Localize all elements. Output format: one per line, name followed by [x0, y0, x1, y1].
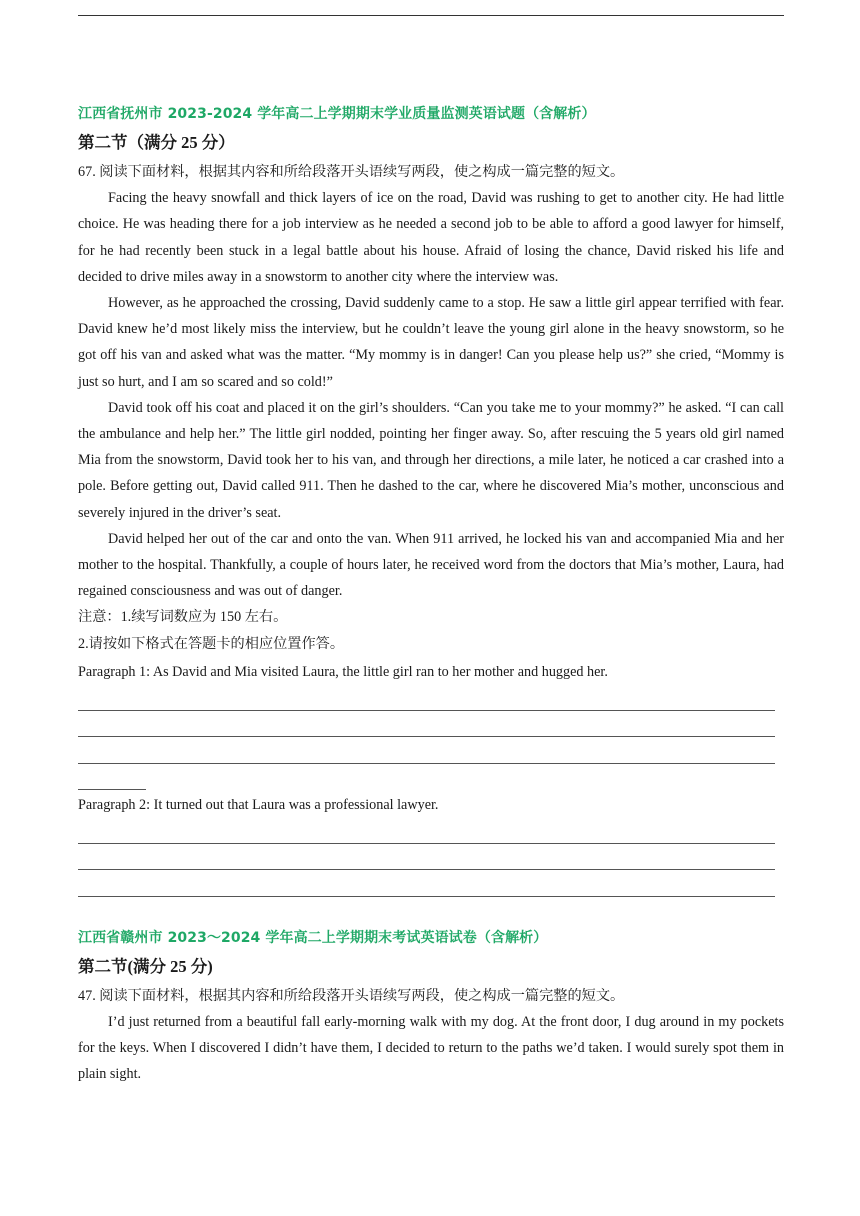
header-rule	[78, 15, 784, 16]
answer-line	[78, 711, 775, 737]
answer-line	[78, 764, 146, 790]
answer-lines-paragraph2	[78, 818, 784, 897]
source-title-ganzhou: 江西省赣州市 2023～2024 学年高二上学期期末考试英语试卷（含解析）	[78, 929, 548, 946]
answer-line	[78, 685, 775, 711]
story-paragraph-1: I’d just returned from a beautiful fall early-morning walk with my dog. At the front door, I dug around in my pockets for the keys. When I discovered I didn’t have them, I decided to return to the paths we’d taken. I would surely spot them in plain sight.	[78, 1013, 784, 1083]
note-format: 2.请按如下格式在答题卡的相应位置作答。	[78, 635, 345, 652]
question-prompt: 47. 阅读下面材料，根据其内容和所给段落开头语续写两段，使之构成一篇完整的短文。	[78, 987, 625, 1004]
story-paragraph-1: Facing the heavy snowfall and thick layers of ice on the road, David was rushing to get to another city. He had little choice. He was heading there for a job interview as he needed a second job to be able to afford a good lawyer for himself, for he had recently been stuck in a legal battle about his house. Afraid of losing the chance, David risked his life and decided to drive miles away in a snowstorm to another city where the interview was.	[78, 190, 784, 285]
answer-line	[78, 844, 775, 870]
section-heading: 第二节（满分 25 分）	[78, 133, 235, 152]
paragraph2-opening: Paragraph 2: It turned out that Laura was a professional lawyer.	[78, 796, 439, 813]
section-heading: 第二节(满分 25 分)	[78, 956, 213, 976]
document-body	[78, 103, 784, 1087]
answer-lines-paragraph1	[78, 685, 784, 790]
note-word-count: 注意：1.续写词数应为 150 左右。	[78, 609, 288, 626]
story-paragraph-3: David took off his coat and placed it on the girl’s shoulders. “Can you take me to your mommy?” he asked. “I can call the ambulance and help her.” The little girl nodded, pointing her finger away. So, after rescuing the 5 years old girl named Mia from the snowstorm, David took her to his van, and through her directions, a mile later, he noticed a car crashed into a pole. Before getting out, David called 911. Then he dashed to the car, where he discovered Mia’s mother, unconscious and severely injured in the driver’s seat.	[78, 399, 784, 521]
source-title-fuzhou: 江西省抚州市 2023-2024 学年高二上学期期末学业质量监测英语试题（含解析）	[78, 106, 596, 122]
paragraph1-opening: Paragraph 1: As David and Mia visited Laura, the little girl ran to her mother and hugged her.	[78, 663, 608, 680]
answer-line	[78, 737, 775, 763]
story-paragraph-2: However, as he approached the crossing, David suddenly came to a stop. He saw a little girl appear terrified with fear. David knew he’d most likely miss the interview, but he couldn’t leave the young girl alone in the heavy snowstorm, so he got off his van and asked what was the matter. “My mommy is in danger! Can you please help us?” she cried, “Mommy is just so hurt, and I am so scared and so cold!”	[78, 295, 784, 390]
story-paragraph-4: David helped her out of the car and onto the van. When 911 arrived, he locked his van and accompanied Mia and her mother to the hospital. Thankfully, a couple of hours later, he received word from the doctors that Mia’s mother, Laura, had regained consciousness and was out of danger.	[78, 530, 784, 600]
answer-line	[78, 870, 775, 896]
question-prompt: 67. 阅读下面材料，根据其内容和所给段落开头语续写两段，使之构成一篇完整的短文。	[78, 164, 625, 180]
answer-line	[78, 818, 775, 844]
